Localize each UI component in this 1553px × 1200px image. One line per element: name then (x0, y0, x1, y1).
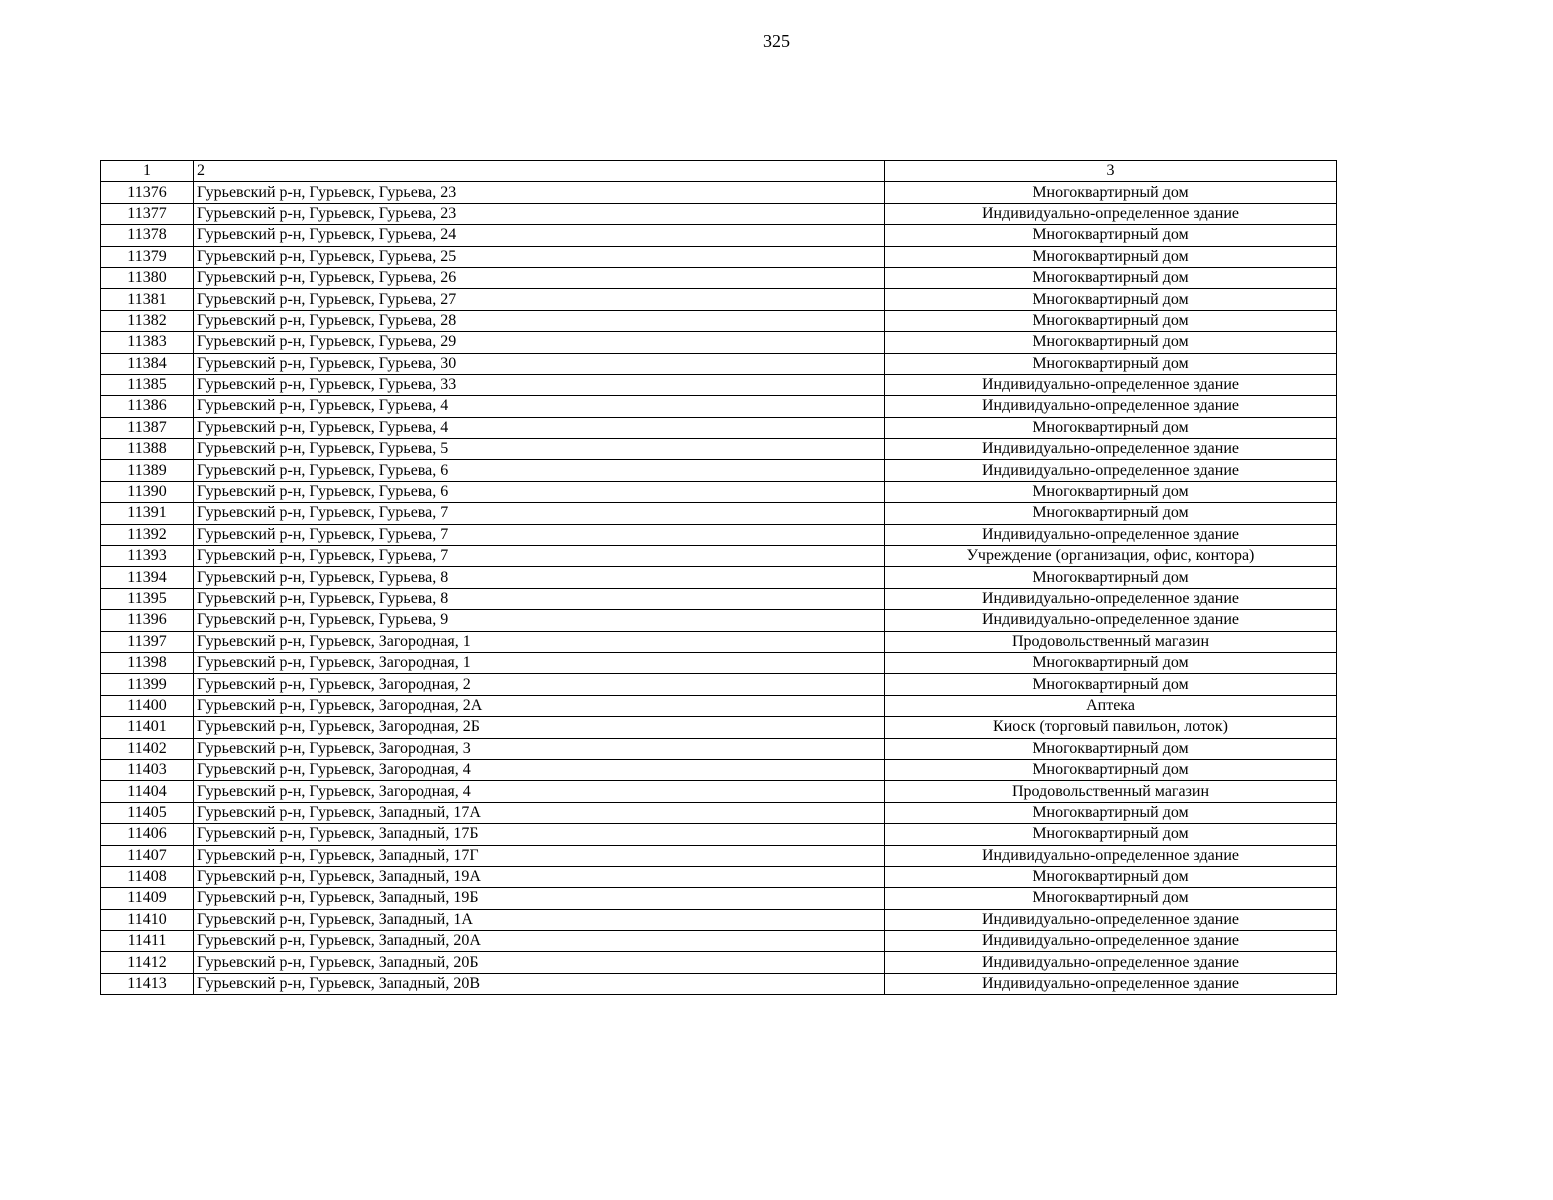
table-row (101, 417, 1337, 438)
address-cell: Гурьевский р-н, Гурьевск, Западный, 19А (194, 866, 885, 887)
row-number-cell: 11379 (101, 246, 194, 267)
object-type-cell: Индивидуально-определенное здание (885, 952, 1337, 973)
table-row (101, 289, 1337, 310)
address-cell: Гурьевский р-н, Гурьевск, Западный, 1А (194, 909, 885, 930)
row-number-cell: 11401 (101, 717, 194, 738)
row-number-cell: 11376 (101, 182, 194, 203)
row-number-cell: 11410 (101, 909, 194, 930)
table-row (101, 332, 1337, 353)
header-cell-1: 1 (101, 161, 194, 182)
row-number-cell: 11405 (101, 802, 194, 823)
row-number-cell: 11398 (101, 652, 194, 673)
object-type-cell: Многоквартирный дом (885, 674, 1337, 695)
object-type-cell: Многоквартирный дом (885, 888, 1337, 909)
address-cell: Гурьевский р-н, Гурьевск, Гурьева, 9 (194, 610, 885, 631)
object-type-cell: Индивидуально-определенное здание (885, 460, 1337, 481)
table-row (101, 460, 1337, 481)
table-row (101, 546, 1337, 567)
object-type-cell: Индивидуально-определенное здание (885, 396, 1337, 417)
table-row (101, 503, 1337, 524)
address-cell: Гурьевский р-н, Гурьевск, Западный, 17Б (194, 824, 885, 845)
address-cell: Гурьевский р-н, Гурьевск, Гурьева, 7 (194, 524, 885, 545)
object-type-cell: Многоквартирный дом (885, 353, 1337, 374)
table-row (101, 182, 1337, 203)
address-cell: Гурьевский р-н, Гурьевск, Гурьева, 23 (194, 182, 885, 203)
table-row (101, 610, 1337, 631)
address-cell: Гурьевский р-н, Гурьевск, Гурьева, 23 (194, 203, 885, 224)
object-type-cell: Аптека (885, 695, 1337, 716)
row-number-cell: 11386 (101, 396, 194, 417)
row-number-cell: 11389 (101, 460, 194, 481)
object-type-cell: Многоквартирный дом (885, 802, 1337, 823)
row-number-cell: 11404 (101, 781, 194, 802)
object-type-cell: Многоквартирный дом (885, 246, 1337, 267)
row-number-cell: 11406 (101, 824, 194, 845)
row-number-cell: 11399 (101, 674, 194, 695)
object-type-cell: Многоквартирный дом (885, 225, 1337, 246)
table-row (101, 866, 1337, 887)
table-row (101, 353, 1337, 374)
address-cell: Гурьевский р-н, Гурьевск, Западный, 17Г (194, 845, 885, 866)
address-cell: Гурьевский р-н, Гурьевск, Западный, 20А (194, 931, 885, 952)
table-row (101, 717, 1337, 738)
row-number-cell: 11391 (101, 503, 194, 524)
object-type-cell: Индивидуально-определенное здание (885, 374, 1337, 395)
row-number-cell: 11385 (101, 374, 194, 395)
address-cell: Гурьевский р-н, Гурьевск, Гурьева, 29 (194, 332, 885, 353)
object-type-cell: Многоквартирный дом (885, 824, 1337, 845)
row-number-cell: 11413 (101, 973, 194, 994)
object-type-cell: Индивидуально-определенное здание (885, 931, 1337, 952)
table-row (101, 674, 1337, 695)
row-number-cell: 11383 (101, 332, 194, 353)
address-cell: Гурьевский р-н, Гурьевск, Западный, 20Б (194, 952, 885, 973)
address-cell: Гурьевский р-н, Гурьевск, Гурьева, 28 (194, 310, 885, 331)
table-row (101, 396, 1337, 417)
table-row (101, 845, 1337, 866)
address-cell: Гурьевский р-н, Гурьевск, Западный, 17А (194, 802, 885, 823)
object-type-cell: Многоквартирный дом (885, 567, 1337, 588)
object-type-cell: Учреждение (организация, офис, контора) (885, 546, 1337, 567)
page-number: 325 (763, 31, 790, 51)
row-number-cell: 11403 (101, 759, 194, 780)
address-cell: Гурьевский р-н, Гурьевск, Загородная, 4 (194, 781, 885, 802)
table-row (101, 225, 1337, 246)
table-row (101, 738, 1337, 759)
object-type-cell: Многоквартирный дом (885, 267, 1337, 288)
address-cell: Гурьевский р-н, Гурьевск, Гурьева, 4 (194, 396, 885, 417)
address-cell: Гурьевский р-н, Гурьевск, Загородная, 4 (194, 759, 885, 780)
row-number-cell: 11393 (101, 546, 194, 567)
row-number-cell: 11400 (101, 695, 194, 716)
header-cell-2: 2 (194, 161, 885, 182)
address-cell: Гурьевский р-н, Гурьевск, Загородная, 1 (194, 631, 885, 652)
object-type-cell: Индивидуально-определенное здание (885, 845, 1337, 866)
header-cell-3: 3 (885, 161, 1337, 182)
table-row (101, 481, 1337, 502)
address-cell: Гурьевский р-н, Гурьевск, Гурьева, 8 (194, 588, 885, 609)
table-body (101, 182, 1337, 995)
table-row (101, 824, 1337, 845)
object-type-cell: Многоквартирный дом (885, 866, 1337, 887)
object-type-cell: Киоск (торговый павильон, лоток) (885, 717, 1337, 738)
table-row (101, 439, 1337, 460)
object-type-cell: Индивидуально-определенное здание (885, 439, 1337, 460)
row-number-cell: 11388 (101, 439, 194, 460)
object-type-cell: Многоквартирный дом (885, 738, 1337, 759)
table-row (101, 203, 1337, 224)
row-number-cell: 11378 (101, 225, 194, 246)
table-row (101, 567, 1337, 588)
object-type-cell: Многоквартирный дом (885, 310, 1337, 331)
table-row (101, 909, 1337, 930)
address-cell: Гурьевский р-н, Гурьевск, Гурьева, 7 (194, 503, 885, 524)
address-cell: Гурьевский р-н, Гурьевск, Гурьева, 5 (194, 439, 885, 460)
address-cell: Гурьевский р-н, Гурьевск, Загородная, 3 (194, 738, 885, 759)
table-row (101, 631, 1337, 652)
object-type-cell: Продовольственный магазин (885, 631, 1337, 652)
object-type-cell: Многоквартирный дом (885, 481, 1337, 502)
object-type-cell: Индивидуально-определенное здание (885, 524, 1337, 545)
row-number-cell: 11384 (101, 353, 194, 374)
object-type-cell: Многоквартирный дом (885, 652, 1337, 673)
row-number-cell: 11397 (101, 631, 194, 652)
object-type-cell: Многоквартирный дом (885, 503, 1337, 524)
table-row (101, 759, 1337, 780)
row-number-cell: 11392 (101, 524, 194, 545)
row-number-cell: 11395 (101, 588, 194, 609)
row-number-cell: 11407 (101, 845, 194, 866)
object-type-cell: Многоквартирный дом (885, 182, 1337, 203)
address-cell: Гурьевский р-н, Гурьевск, Гурьева, 4 (194, 417, 885, 438)
address-cell: Гурьевский р-н, Гурьевск, Западный, 20В (194, 973, 885, 994)
address-cell: Гурьевский р-н, Гурьевск, Гурьева, 24 (194, 225, 885, 246)
object-type-cell: Многоквартирный дом (885, 289, 1337, 310)
row-number-cell: 11411 (101, 931, 194, 952)
table-row (101, 246, 1337, 267)
table-row (101, 888, 1337, 909)
object-type-cell: Многоквартирный дом (885, 417, 1337, 438)
address-cell: Гурьевский р-н, Гурьевск, Гурьева, 8 (194, 567, 885, 588)
address-cell: Гурьевский р-н, Гурьевск, Загородная, 2 (194, 674, 885, 695)
table-row (101, 952, 1337, 973)
address-cell: Гурьевский р-н, Гурьевск, Загородная, 1 (194, 652, 885, 673)
object-type-cell: Индивидуально-определенное здание (885, 610, 1337, 631)
address-cell: Гурьевский р-н, Гурьевск, Гурьева, 30 (194, 353, 885, 374)
address-cell: Гурьевский р-н, Гурьевск, Гурьева, 7 (194, 546, 885, 567)
address-cell: Гурьевский р-н, Гурьевск, Гурьева, 6 (194, 460, 885, 481)
object-type-cell: Индивидуально-определенное здание (885, 973, 1337, 994)
row-number-cell: 11390 (101, 481, 194, 502)
object-type-cell: Индивидуально-определенное здание (885, 203, 1337, 224)
address-cell: Гурьевский р-н, Гурьевск, Гурьева, 26 (194, 267, 885, 288)
table-row (101, 374, 1337, 395)
row-number-cell: 11412 (101, 952, 194, 973)
address-cell: Гурьевский р-н, Гурьевск, Гурьева, 33 (194, 374, 885, 395)
address-cell: Гурьевский р-н, Гурьевск, Гурьева, 27 (194, 289, 885, 310)
object-type-cell: Индивидуально-определенное здание (885, 909, 1337, 930)
object-type-cell: Многоквартирный дом (885, 759, 1337, 780)
address-cell: Гурьевский р-н, Гурьевск, Западный, 19Б (194, 888, 885, 909)
table-row (101, 695, 1337, 716)
table-row (101, 802, 1337, 823)
row-number-cell: 11396 (101, 610, 194, 631)
header-row (101, 161, 1337, 182)
row-number-cell: 11402 (101, 738, 194, 759)
table-row (101, 781, 1337, 802)
row-number-cell: 11394 (101, 567, 194, 588)
table-row (101, 588, 1337, 609)
row-number-cell: 11387 (101, 417, 194, 438)
table-row (101, 973, 1337, 994)
object-type-cell: Продовольственный магазин (885, 781, 1337, 802)
address-cell: Гурьевский р-н, Гурьевск, Гурьева, 25 (194, 246, 885, 267)
table-row (101, 652, 1337, 673)
row-number-cell: 11382 (101, 310, 194, 331)
table-row (101, 310, 1337, 331)
address-cell: Гурьевский р-н, Гурьевск, Гурьева, 6 (194, 481, 885, 502)
registry-table (100, 160, 1337, 995)
table-row (101, 931, 1337, 952)
row-number-cell: 11381 (101, 289, 194, 310)
address-cell: Гурьевский р-н, Гурьевск, Загородная, 2А (194, 695, 885, 716)
row-number-cell: 11408 (101, 866, 194, 887)
row-number-cell: 11377 (101, 203, 194, 224)
table-row (101, 524, 1337, 545)
object-type-cell: Индивидуально-определенное здание (885, 588, 1337, 609)
table-header (101, 161, 1337, 182)
object-type-cell: Многоквартирный дом (885, 332, 1337, 353)
table-row (101, 267, 1337, 288)
row-number-cell: 11380 (101, 267, 194, 288)
row-number-cell: 11409 (101, 888, 194, 909)
address-cell: Гурьевский р-н, Гурьевск, Загородная, 2Б (194, 717, 885, 738)
